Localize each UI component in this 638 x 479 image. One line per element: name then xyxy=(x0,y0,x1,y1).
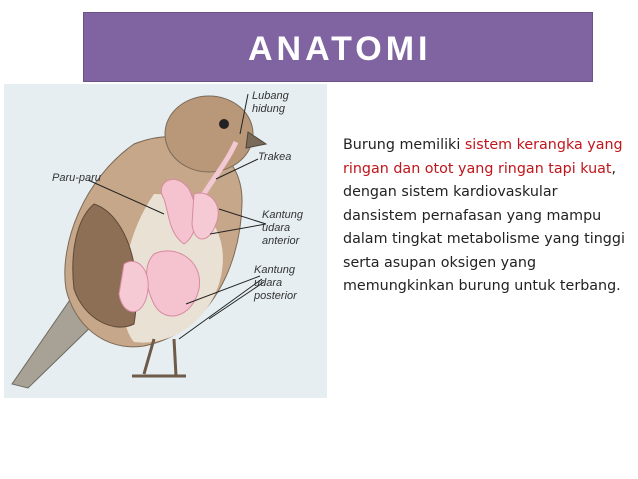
label-lungs: Paru-paru xyxy=(52,172,101,184)
label-anterior-line1: Kantung xyxy=(262,209,303,221)
label-posterior-line3: posterior xyxy=(254,290,297,302)
bird-anatomy-figure xyxy=(4,84,327,398)
body-paragraph xyxy=(343,134,633,299)
label-nostril-line1: Lubang xyxy=(252,90,289,102)
label-anterior-air-sac xyxy=(262,209,303,248)
body-text-intro: Burung memiliki xyxy=(343,137,465,153)
label-anterior-line3: anterior xyxy=(262,235,300,247)
label-nostril xyxy=(252,90,289,116)
label-posterior-air-sac xyxy=(254,264,297,303)
label-trachea: Trakea xyxy=(258,151,292,163)
label-anterior-line2: udara xyxy=(262,222,291,234)
slide-title: ANATOMI xyxy=(248,30,432,68)
body-text-rest: , dengan sistem kardiovaskular dansistem pernafasan yang mampu dalam tingkat metabolisme yang tinggi serta asupan oksigen yang memungkinkan burung untuk terbang. xyxy=(343,160,625,294)
label-nostril-line2: hidung xyxy=(252,103,286,115)
body-text-highlight: sistem kerangka yang ringan dan otot yang ringan tapi kuat xyxy=(343,137,623,177)
label-posterior-line1: Kantung xyxy=(254,264,295,276)
label-posterior-line2: udara xyxy=(254,277,283,289)
